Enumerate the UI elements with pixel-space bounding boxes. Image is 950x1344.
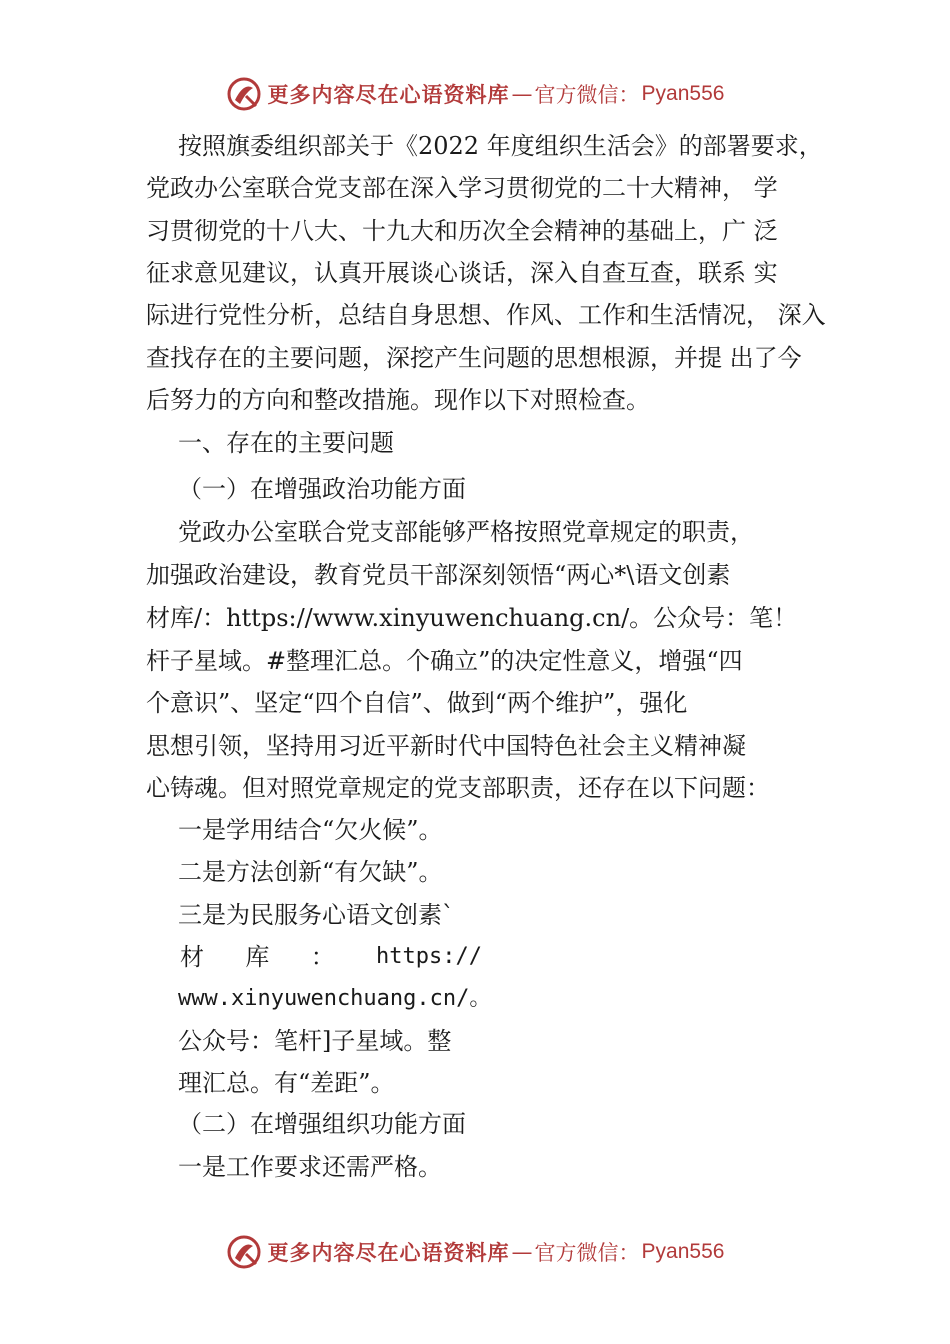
list-item: 三是为民服务心语文创素` <box>178 901 454 929</box>
paragraph-line: 习贯彻党的十八大、十九大和历次全会精神的基础上，广 泛 <box>146 217 778 245</box>
paragraph-line: 征求意见建议，认真开展谈心谈话，深入自查互查，联系 实 <box>146 259 778 287</box>
paragraph-line: 杆子星域。#整理汇总。个确立”的决定性意义，增强“四 <box>146 647 743 675</box>
banner-wechat-label: 官方微信： <box>534 83 640 107</box>
paragraph-line: 个意识”、坚定“四个自信”、做到“两个维护”，强化 <box>146 689 688 717</box>
spread-word: 库 <box>245 943 270 971</box>
banner-wechat-id: Pyan556 <box>641 82 725 105</box>
list-item: 二是方法创新“有欠缺”。 <box>178 858 443 886</box>
logo-icon <box>226 76 262 112</box>
footer-banner <box>0 1232 950 1272</box>
paragraph-line: 查找存在的主要问题，深挖产生问题的思想根源，并提 出了今 <box>146 344 802 372</box>
spread-word: 材 <box>180 943 204 971</box>
banner-text: 更多内容尽在心语资料库 <box>267 82 510 107</box>
spread-line <box>180 942 482 972</box>
paragraph-line: 按照旗委组织部关于《2022 年度组织生活会》的部署要求， <box>178 132 823 160</box>
subsection-heading: （一）在增强政治功能方面 <box>178 475 466 503</box>
spread-word: https:// <box>376 944 482 969</box>
banner-separator: — <box>511 1240 533 1264</box>
spread-word: ： <box>310 943 335 971</box>
paragraph-line: 思想引领，坚持用习近平新时代中国特色社会主义精神凝 <box>146 732 746 760</box>
section-heading: 一、存在的主要问题 <box>178 429 394 457</box>
paragraph-line: 后努力的方向和整改措施。现作以下对照检查。 <box>146 386 650 414</box>
banner-text: 更多内容尽在心语资料库 <box>267 1240 510 1265</box>
subsection-heading: （二）在增强组织功能方面 <box>178 1110 466 1138</box>
paragraph-line: 加强政治建设，教育党员干部深刻领悟“两心*\语文创素 <box>146 561 731 589</box>
logo-icon <box>226 1234 262 1270</box>
header-banner <box>0 74 950 114</box>
paragraph-line: 材库/：https://www.xinyuwenchuang.cn/。公众号：笔！ <box>146 604 798 632</box>
list-item: 一是学用结合“欠火候”。 <box>178 816 443 844</box>
paragraph-line: 党政办公室联合党支部在深入学习贯彻党的二十大精神， 学 <box>146 174 778 202</box>
banner-wechat-id: Pyan556 <box>641 1240 725 1263</box>
paragraph-line: 党政办公室联合党支部能够严格按照党章规定的职责， <box>178 518 754 546</box>
banner-separator: — <box>511 82 533 106</box>
paragraph-line: 公众号：笔杆]子星域。整 <box>178 1027 452 1055</box>
paragraph-line: 心铸魂。但对照党章规定的党支部职责，还存在以下问题： <box>146 774 770 802</box>
banner-wechat-label: 官方微信： <box>534 1241 640 1265</box>
paragraph-line: 理汇总。有“差距”。 <box>178 1069 395 1097</box>
paragraph-line: 际进行党性分析，总结自身思想、作风、工作和生活情况， 深入 <box>146 301 826 329</box>
url-line: www.xinyuwenchuang.cn/。 <box>178 986 492 1011</box>
list-item: 一是工作要求还需严格。 <box>178 1153 442 1181</box>
